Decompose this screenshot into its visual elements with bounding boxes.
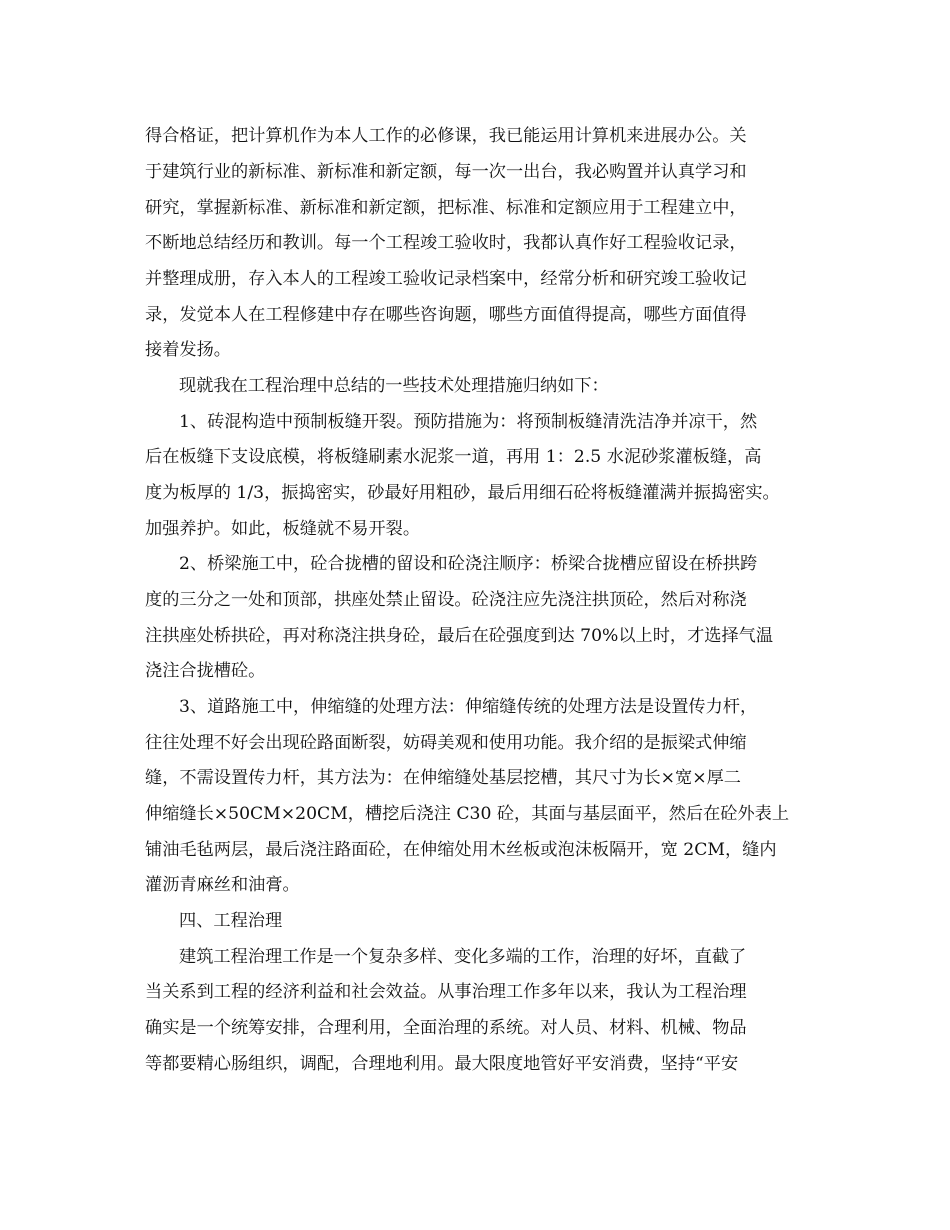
- text-line: 注拱座处桥拱砼，再对称浇注拱身砼，最后在砼强度到达 70%以上时，才选择气温: [145, 626, 774, 646]
- text-line: 研究，掌握新标准、新标准和新定额，把标准、标准和定额应用于工程建立中，: [145, 198, 747, 218]
- text-line: 录，发觉本人在工程修建中存在哪些咨询题，哪些方面值得提高，哪些方面值得: [145, 305, 747, 325]
- text-line: 3、道路施工中，伸缩缝的处理方法：伸缩缝传统的处理方法是设置传力杆，: [179, 697, 758, 717]
- text-line: 加强养护。如此，板缝就不易开裂。: [145, 519, 421, 539]
- text-line: 现就我在工程治理中总结的一些技术处理措施归纳如下：: [179, 376, 609, 396]
- text-line: 度的三分之一处和顶部，拱座处禁止留设。砼浇注应先浇注拱顶砼，然后对称浇: [145, 590, 747, 610]
- text-line: 铺油毛毡两层，最后浇注路面砼，在伸缩处用木丝板或泡沫板隔开，宽 2CM，缝内: [145, 840, 777, 860]
- text-line: 1、砖混构造中预制板缝开裂。预防措施为：将预制板缝清洗洁净并凉干，然: [179, 412, 758, 432]
- text-line: 度为板厚的 1/3，振捣密实，砂最好用粗砂，最后用细石砼将板缝灌满并振捣密实。: [145, 483, 780, 503]
- text-line: 于建筑行业的新标准、新标准和新定额，每一次一出台，我必购置并认真学习和: [145, 162, 747, 182]
- text-line: 等都要精心肠组织，调配，合理地利用。最大限度地管好平安消费，坚持“平安: [145, 1054, 739, 1074]
- text-line: 伸缩缝长×50CM×20CM，槽挖后浇注 C30 砼，其面与基层面平，然后在砼外表上: [145, 804, 790, 824]
- text-line: 2、桥梁施工中，砼合拢槽的留设和砼浇注顺序：桥梁合拢槽应留设在桥拱跨: [179, 554, 758, 574]
- text-line: 得合格证，把计算机作为本人工作的必修课，我已能运用计算机来进展办公。关: [145, 126, 747, 146]
- text-line: 浇注合拢槽砼。: [145, 661, 266, 681]
- text-line: 当关系到工程的经济利益和社会效益。从事治理工作多年以来，我认为工程治理: [145, 982, 747, 1002]
- text-line: 后在板缝下支设底模，将板缝刷素水泥浆一道，再用 1：2.5 水泥砂浆灌板缝，高: [145, 447, 762, 467]
- text-line: 不断地总结经历和教训。每一个工程竣工验收时，我都认真作好工程验收记录，: [145, 233, 747, 253]
- text-line: 确实是一个统筹安排，合理利用，全面治理的系统。对人员、材料、机械、物品: [145, 1018, 747, 1038]
- text-line: 接着发扬。: [145, 340, 231, 360]
- text-line: 灌沥青麻丝和油膏。: [145, 875, 300, 895]
- text-line: 往往处理不好会出现砼路面断裂，妨碍美观和使用功能。我介绍的是振梁式伸缩: [145, 733, 747, 753]
- text-line: 并整理成册，存入本人的工程竣工验收记录档案中，经常分析和研究竣工验收记: [145, 269, 747, 289]
- section-heading: 四、工程治理: [179, 911, 283, 931]
- text-line: 建筑工程治理工作是一个复杂多样、变化多端的工作，治理的好坏，直截了: [179, 947, 747, 967]
- text-line: 缝，不需设置传力杆，其方法为：在伸缩缝处基层挖槽，其尺寸为长×宽×厚二: [145, 768, 741, 788]
